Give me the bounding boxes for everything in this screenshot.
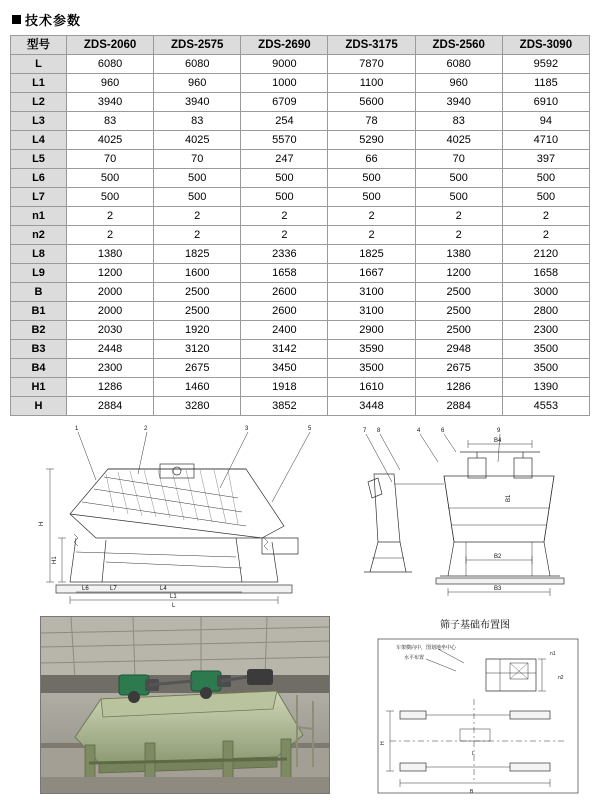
cell: 500 [415,188,502,207]
cell: 500 [328,188,415,207]
cell: 78 [328,112,415,131]
cell: 500 [67,169,154,188]
table-row [11,169,590,188]
cell: 3500 [502,340,589,359]
cell: 2884 [67,397,154,416]
spec-table [10,35,590,416]
cell: 83 [415,112,502,131]
table-row [11,321,590,340]
screen-side-elevation-drawing [10,422,340,607]
cell: 3280 [154,397,241,416]
cell: 960 [67,74,154,93]
vibrating-screen-photo [40,616,330,794]
table-header [11,36,590,55]
cell: 2 [328,207,415,226]
cell: 2000 [67,302,154,321]
cell: 1200 [67,264,154,283]
row-label: B3 [11,340,67,359]
cell: 3500 [502,359,589,378]
cell: 94 [502,112,589,131]
cell: 2500 [154,283,241,302]
row-label: L4 [11,131,67,150]
column-header-zds2060: ZDS-2060 [67,36,154,55]
cell: 2600 [241,302,328,321]
cell: 70 [154,150,241,169]
cell: 2500 [154,302,241,321]
cell: 3450 [241,359,328,378]
svg-text:B: B [470,789,474,795]
row-label: L [11,55,67,74]
column-header-zds2690: ZDS-2690 [241,36,328,55]
column-header-zds3090: ZDS-3090 [502,36,589,55]
svg-text:5: 5 [308,426,312,432]
cell: 3500 [328,359,415,378]
column-header-zds3175: ZDS-3175 [328,36,415,55]
svg-text:1: 1 [75,426,79,432]
cell: 2336 [241,245,328,264]
cell: 1185 [502,74,589,93]
table-header-row [11,36,590,55]
svg-text:L: L [172,603,176,607]
cell: 500 [502,169,589,188]
row-label: B4 [11,359,67,378]
table-row [11,188,590,207]
cell: 1600 [154,264,241,283]
cell: 1920 [154,321,241,340]
cell: 3448 [328,397,415,416]
cell: 83 [67,112,154,131]
cell: 247 [241,150,328,169]
cell: 1380 [415,245,502,264]
cell: 6080 [415,55,502,74]
column-header-model: 型号 [11,36,67,55]
svg-text:L4: L4 [160,586,167,592]
cell: 960 [154,74,241,93]
cell: 2 [241,226,328,245]
cell: 3940 [154,93,241,112]
cell: 2 [328,226,415,245]
cell: 2448 [67,340,154,359]
cell: 83 [154,112,241,131]
cell: 2 [67,207,154,226]
cell: 2030 [67,321,154,340]
cell: 2600 [241,283,328,302]
svg-text:L: L [472,751,475,757]
cell: 2 [415,207,502,226]
row-label: H1 [11,378,67,397]
cell: 500 [502,188,589,207]
svg-text:B2: B2 [494,554,502,560]
cell: 500 [241,169,328,188]
table-row [11,397,590,416]
cell: 2120 [502,245,589,264]
svg-text:H: H [39,521,45,526]
row-label: B2 [11,321,67,340]
table-row [11,302,590,321]
cell: 3940 [67,93,154,112]
table-body [11,55,590,416]
cell: 5600 [328,93,415,112]
table-row [11,264,590,283]
page-title [12,10,590,29]
cell: 1286 [415,378,502,397]
table-row [11,245,590,264]
cell: 3120 [154,340,241,359]
cell: 3142 [241,340,328,359]
cell: 2900 [328,321,415,340]
cell: 7870 [328,55,415,74]
cell: 2675 [154,359,241,378]
bottom-row [10,616,590,801]
cell: 1000 [241,74,328,93]
row-label: H [11,397,67,416]
cell: 1658 [502,264,589,283]
svg-text:B3: B3 [494,586,502,592]
cell: 2000 [67,283,154,302]
table-row [11,55,590,74]
row-label: L2 [11,93,67,112]
cell: 2 [241,207,328,226]
cell: 500 [328,169,415,188]
svg-text:3: 3 [245,426,249,432]
cell: 5290 [328,131,415,150]
cell: 500 [241,188,328,207]
cell: 1825 [328,245,415,264]
svg-text:2: 2 [144,426,148,432]
cell: 4025 [415,131,502,150]
column-header-zds2560: ZDS-2560 [415,36,502,55]
svg-text:水平布置: 水平布置 [404,655,425,661]
table-row [11,226,590,245]
square-bullet-icon [12,15,21,24]
cell: 500 [415,169,502,188]
cell: 2300 [502,321,589,340]
cell: 6080 [154,55,241,74]
row-label: L3 [11,112,67,131]
svg-text:B1: B1 [506,494,512,502]
cell: 70 [67,150,154,169]
row-label: B [11,283,67,302]
row-label: B1 [11,302,67,321]
screen-front-elevation-drawing [348,422,590,607]
cell: 1460 [154,378,241,397]
cell: 5570 [241,131,328,150]
cell: 254 [241,112,328,131]
svg-text:4: 4 [417,428,421,434]
cell: 3852 [241,397,328,416]
svg-text:n2: n2 [558,675,564,681]
table-row [11,93,590,112]
cell: 4025 [67,131,154,150]
cell: 3000 [502,283,589,302]
svg-text:6: 6 [441,428,445,434]
cell: 2948 [415,340,502,359]
svg-text:L1: L1 [170,594,177,600]
table-row [11,378,590,397]
table-row [11,131,590,150]
svg-text:7: 7 [363,428,367,434]
svg-text:H: H [380,741,386,745]
svg-text:车架横向中，图划地坐中心: 车架横向中，图划地坐中心 [396,645,457,651]
foundation-layout-figure [360,616,590,794]
cell: 1667 [328,264,415,283]
cell: 1200 [415,264,502,283]
cell: 6709 [241,93,328,112]
svg-text:H1: H1 [52,556,58,564]
cell: 2500 [415,283,502,302]
cell: 66 [328,150,415,169]
cell: 2 [67,226,154,245]
cell: 500 [67,188,154,207]
cell: 3100 [328,283,415,302]
cell: 6080 [67,55,154,74]
cell: 2 [502,226,589,245]
cell: 2300 [67,359,154,378]
cell: 3940 [415,93,502,112]
cell: 9000 [241,55,328,74]
table-row [11,207,590,226]
cell: 500 [154,169,241,188]
cell: 9592 [502,55,589,74]
cell: 4553 [502,397,589,416]
table-row [11,359,590,378]
row-label: L8 [11,245,67,264]
svg-text:L6: L6 [82,586,89,592]
row-label: L1 [11,74,67,93]
cell: 70 [415,150,502,169]
cell: 1100 [328,74,415,93]
cell: 2884 [415,397,502,416]
cell: 2500 [415,321,502,340]
row-label: L7 [11,188,67,207]
cell: 1918 [241,378,328,397]
cell: 960 [415,74,502,93]
svg-text:9: 9 [497,428,501,434]
row-label: L5 [11,150,67,169]
cell: 2 [502,207,589,226]
cell: 3590 [328,340,415,359]
drawings-row [10,422,590,612]
table-row [11,283,590,302]
cell: 3100 [328,302,415,321]
table-row [11,112,590,131]
column-header-zds2575: ZDS-2575 [154,36,241,55]
cell: 1825 [154,245,241,264]
cell: 500 [154,188,241,207]
cell: 1610 [328,378,415,397]
table-row [11,150,590,169]
table-row [11,74,590,93]
cell: 4025 [154,131,241,150]
cell: 1286 [67,378,154,397]
svg-text:8: 8 [377,428,381,434]
cell: 4710 [502,131,589,150]
svg-text:n1: n1 [550,651,556,657]
cell: 2 [154,207,241,226]
cell: 6910 [502,93,589,112]
cell: 397 [502,150,589,169]
row-label: n2 [11,226,67,245]
cell: 1380 [67,245,154,264]
cell: 2500 [415,302,502,321]
row-label: L6 [11,169,67,188]
cell: 1658 [241,264,328,283]
cell: 2400 [241,321,328,340]
cell: 2 [415,226,502,245]
svg-text:B4: B4 [494,438,502,444]
cell: 2 [154,226,241,245]
page-title-text: 技术参数 [25,13,82,28]
row-label: L9 [11,264,67,283]
cell: 2675 [415,359,502,378]
cell: 2800 [502,302,589,321]
table-row [11,340,590,359]
row-label: n1 [11,207,67,226]
cell: 1390 [502,378,589,397]
svg-text:L7: L7 [110,586,117,592]
foundation-figure-title: 筛子基础布置图 [440,620,510,631]
